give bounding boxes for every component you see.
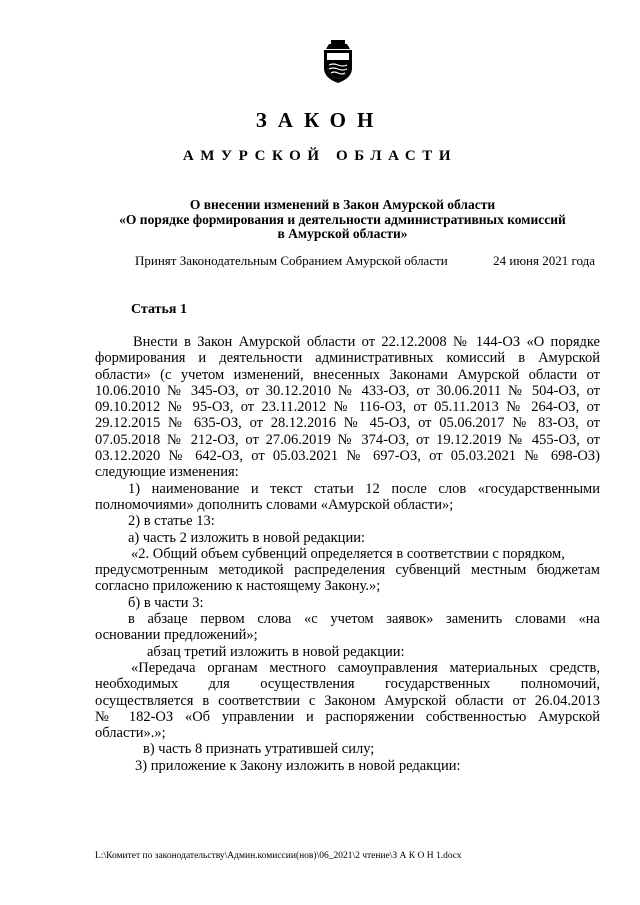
body-line: необходимых для осуществления государственных полномочий, — [95, 676, 600, 693]
document-subtitle: АМУРСКОЙ ОБЛАСТИ — [182, 148, 458, 164]
body-line: 10.06.2010 № 345-ОЗ, от 30.12.2010 № 433-ОЗ, от 30.06.2011 № 504-ОЗ, от — [95, 382, 600, 399]
body-line: осуществляется в соответствии с Законом Амурской области от 26.04.2013 — [95, 692, 600, 709]
body-line: согласно приложению к настоящему Закону.»; — [95, 578, 381, 595]
body-line: «2. Общий объем субвенций определяется в соответствии с порядком, — [131, 545, 565, 562]
body-line: 3) приложение к Закону изложить в новой редакции: — [135, 757, 461, 774]
body-line: формирования и деятельности административных комиссий в Амурской — [95, 350, 600, 367]
body-line: 07.05.2018 № 212-ОЗ, от 27.06.2019 № 374-ОЗ, от 19.12.2019 № 455-ОЗ, от — [95, 431, 600, 448]
heading-line: «О порядке формирования и деятельности административных комиссий — [119, 211, 566, 227]
heading-line: в Амурской области» — [277, 226, 408, 241]
body-line: предусмотренным методикой распределения субвенций местным бюджетам — [95, 562, 600, 579]
body-line: 2) в статье 13: — [128, 513, 215, 530]
body-line: Внести в Закон Амурской области от 22.12.2008 № 144-ОЗ «О порядке — [133, 334, 600, 350]
body-line: области».»; — [95, 725, 166, 742]
heading-line: О внесении изменений в Закон Амурской области — [189, 197, 496, 212]
body-line: полномочиями» дополнить словами «Амурской области»; — [95, 496, 454, 513]
body-line: 03.12.2020 № 642-ОЗ, от 05.03.2021 № 697-ОЗ, от 05.03.2021 № 698-ОЗ) — [95, 448, 600, 465]
body-line: следующие изменения: — [95, 464, 239, 481]
adopted-by: Принят Законодательным Собранием Амурской области — [135, 253, 448, 268]
adoption-line — [135, 253, 595, 269]
body-line: б) в части 3: — [128, 594, 204, 611]
body-line: области» (с учетом изменений, внесенных Законами Амурской области от — [95, 366, 600, 383]
body-line: № 182-ОЗ «Об управлении и распоряжении собственностью Амурской — [95, 708, 600, 725]
footer-file-path: L:\Комитет по законодательству\Админ.комиссии(нов)\06_2021\2 чтение\З А К О Н 1.docx — [95, 851, 462, 861]
body-line: в) часть 8 признать утратившей силу; — [143, 741, 375, 758]
adopted-date: 24 июня 2021 года — [493, 253, 595, 268]
document-heading — [80, 198, 605, 242]
body-line: 1) наименование и текст статьи 12 после слов «государственными — [128, 480, 600, 497]
body-line: а) часть 2 изложить в новой редакции: — [128, 529, 365, 546]
coat-of-arms-icon — [318, 38, 358, 84]
body-line: 09.10.2012 № 95-ОЗ, от 23.11.2012 № 116-ОЗ, от 05.11.2013 № 264-ОЗ, от — [95, 399, 600, 416]
body-line: в абзаце первом слова «с учетом заявок» заменить словами «на — [128, 611, 600, 628]
article-body — [95, 334, 600, 774]
body-line: 29.12.2015 № 635-ОЗ, от 28.12.2016 № 45-ОЗ, от 05.06.2017 № 83-ОЗ, от — [95, 415, 600, 432]
body-line: «Передача органам местного самоуправления материальных средств, — [131, 659, 600, 676]
body-line: абзац третий изложить в новой редакции: — [147, 643, 405, 660]
article-title: Статья 1 — [131, 302, 187, 317]
document-title: ЗАКОН — [255, 108, 385, 132]
body-line: основании предложений»; — [95, 627, 258, 644]
